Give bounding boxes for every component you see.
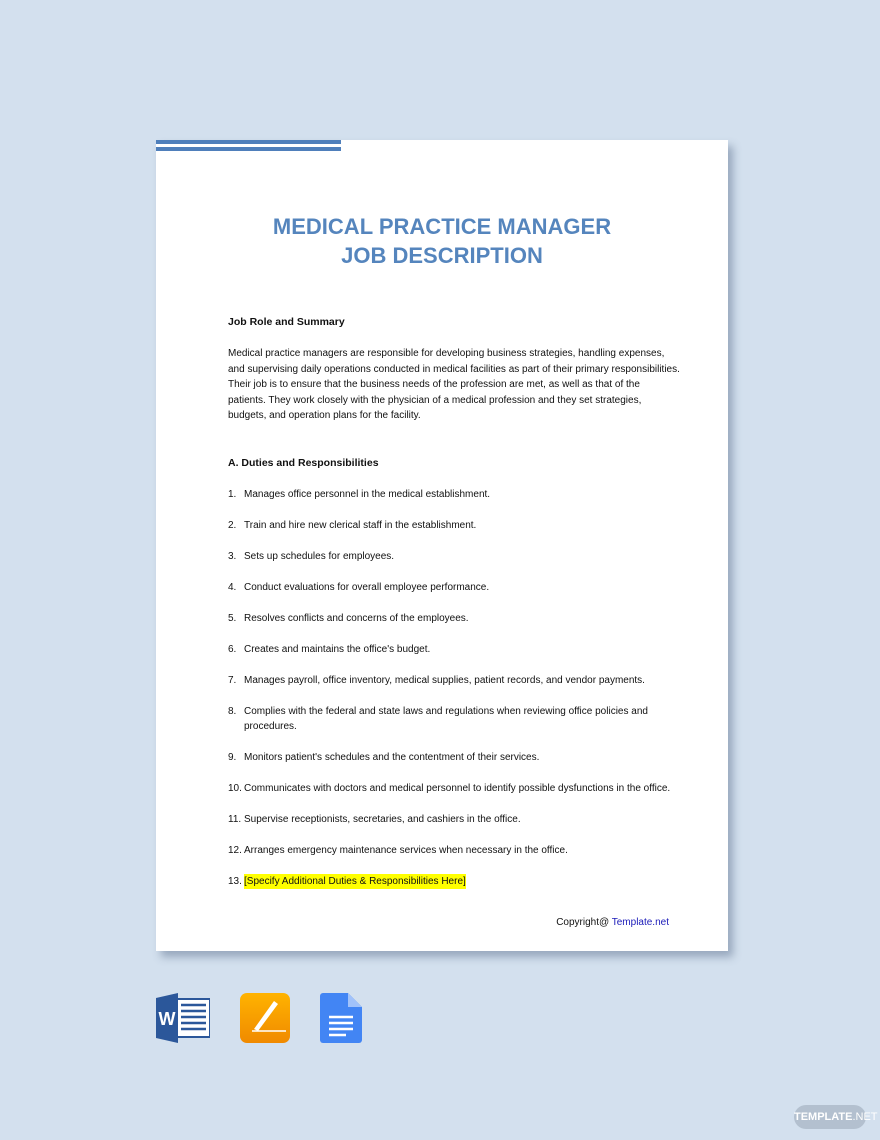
google-docs-icon[interactable]	[320, 993, 362, 1043]
duty-text: [Specify Additional Duties & Responsibilities Here]	[244, 875, 466, 887]
document-page	[156, 140, 728, 951]
duty-text: Supervise receptionists, secretaries, and cashiers in the office.	[244, 813, 521, 825]
svg-text:W: W	[158, 1009, 176, 1029]
section-heading: A. Duties and Responsibilities	[228, 456, 379, 469]
duty-text: Arranges emergency maintenance services when necessary in the office.	[244, 844, 568, 856]
duty-item	[228, 781, 680, 796]
duty-text: Complies with the federal and state laws and regulations when reviewing office policies and procedures.	[244, 705, 648, 732]
watermark-light: .NET	[852, 1111, 878, 1123]
template-net-link[interactable]: Template.net	[611, 917, 669, 928]
duty-number: 9.	[228, 751, 237, 763]
duty-item	[228, 642, 680, 657]
duty-text: Communicates with doctors and medical personnel to identify possible dysfunctions in the office.	[244, 782, 671, 794]
duty-number: 4.	[228, 581, 237, 593]
document-body	[228, 315, 680, 905]
duty-number: 11.	[228, 813, 242, 825]
duty-item	[228, 611, 680, 626]
pages-icon[interactable]	[240, 993, 290, 1043]
duty-number: 10.	[228, 782, 242, 794]
duty-number: 3.	[228, 550, 237, 562]
duty-item	[228, 843, 680, 858]
duty-number: 1.	[228, 488, 237, 500]
duty-number: 8.	[228, 705, 237, 717]
watermark-bold: TEMPLATE	[794, 1111, 853, 1123]
duty-item	[228, 874, 680, 889]
duty-text: Monitors patient's schedules and the contentment of their services.	[244, 751, 540, 763]
decorative-bar	[156, 147, 341, 151]
duty-text: Sets up schedules for employees.	[244, 550, 395, 562]
summary-paragraph: Medical practice managers are responsible for developing business strategies, handling expenses, and supervising daily operations conducted in medical facilities as part of their primary responsibilities. Their job is to ensure that the business needs of the profession are met, as well as that of the patients. They work closely with the physician of a medical profession and they set strategies, budgets, and operation plans for the facility.	[228, 348, 680, 421]
duty-number: 12.	[228, 844, 242, 856]
template-net-watermark	[794, 1105, 878, 1129]
document-title	[156, 212, 728, 270]
duty-number: 6.	[228, 643, 237, 655]
duty-text: Manages payroll, office inventory, medical supplies, patient records, and vendor payments.	[244, 674, 645, 686]
duty-item	[228, 812, 680, 827]
format-icons	[156, 993, 362, 1043]
duty-number: 5.	[228, 612, 237, 624]
duty-number: 13.	[228, 875, 242, 887]
duty-text: Train and hire new clerical staff in the establishment.	[244, 519, 477, 531]
decorative-bar	[156, 140, 341, 144]
title-line-2: JOB DESCRIPTION	[341, 243, 543, 268]
duty-number: 7.	[228, 674, 237, 686]
duty-text: Creates and maintains the office's budget.	[244, 643, 431, 655]
section-heading: Job Role and Summary	[228, 316, 345, 328]
duty-item	[228, 673, 680, 688]
duty-text: Manages office personnel in the medical establishment.	[244, 488, 491, 500]
duty-item	[228, 487, 680, 502]
word-icon[interactable]	[156, 993, 210, 1043]
duty-item	[228, 549, 680, 564]
duty-number: 2.	[228, 519, 237, 531]
title-line-1: MEDICAL PRACTICE MANAGER	[272, 214, 612, 239]
duty-text: Resolves conflicts and concerns of the employees.	[244, 612, 469, 624]
duties-list	[228, 487, 680, 889]
copyright-label: Copyright@	[556, 917, 612, 928]
duty-item	[228, 518, 680, 533]
duty-text: Conduct evaluations for overall employee performance.	[244, 581, 490, 593]
duty-item	[228, 704, 680, 734]
duty-item	[228, 750, 680, 765]
duty-item	[228, 580, 680, 595]
copyright	[556, 917, 669, 928]
